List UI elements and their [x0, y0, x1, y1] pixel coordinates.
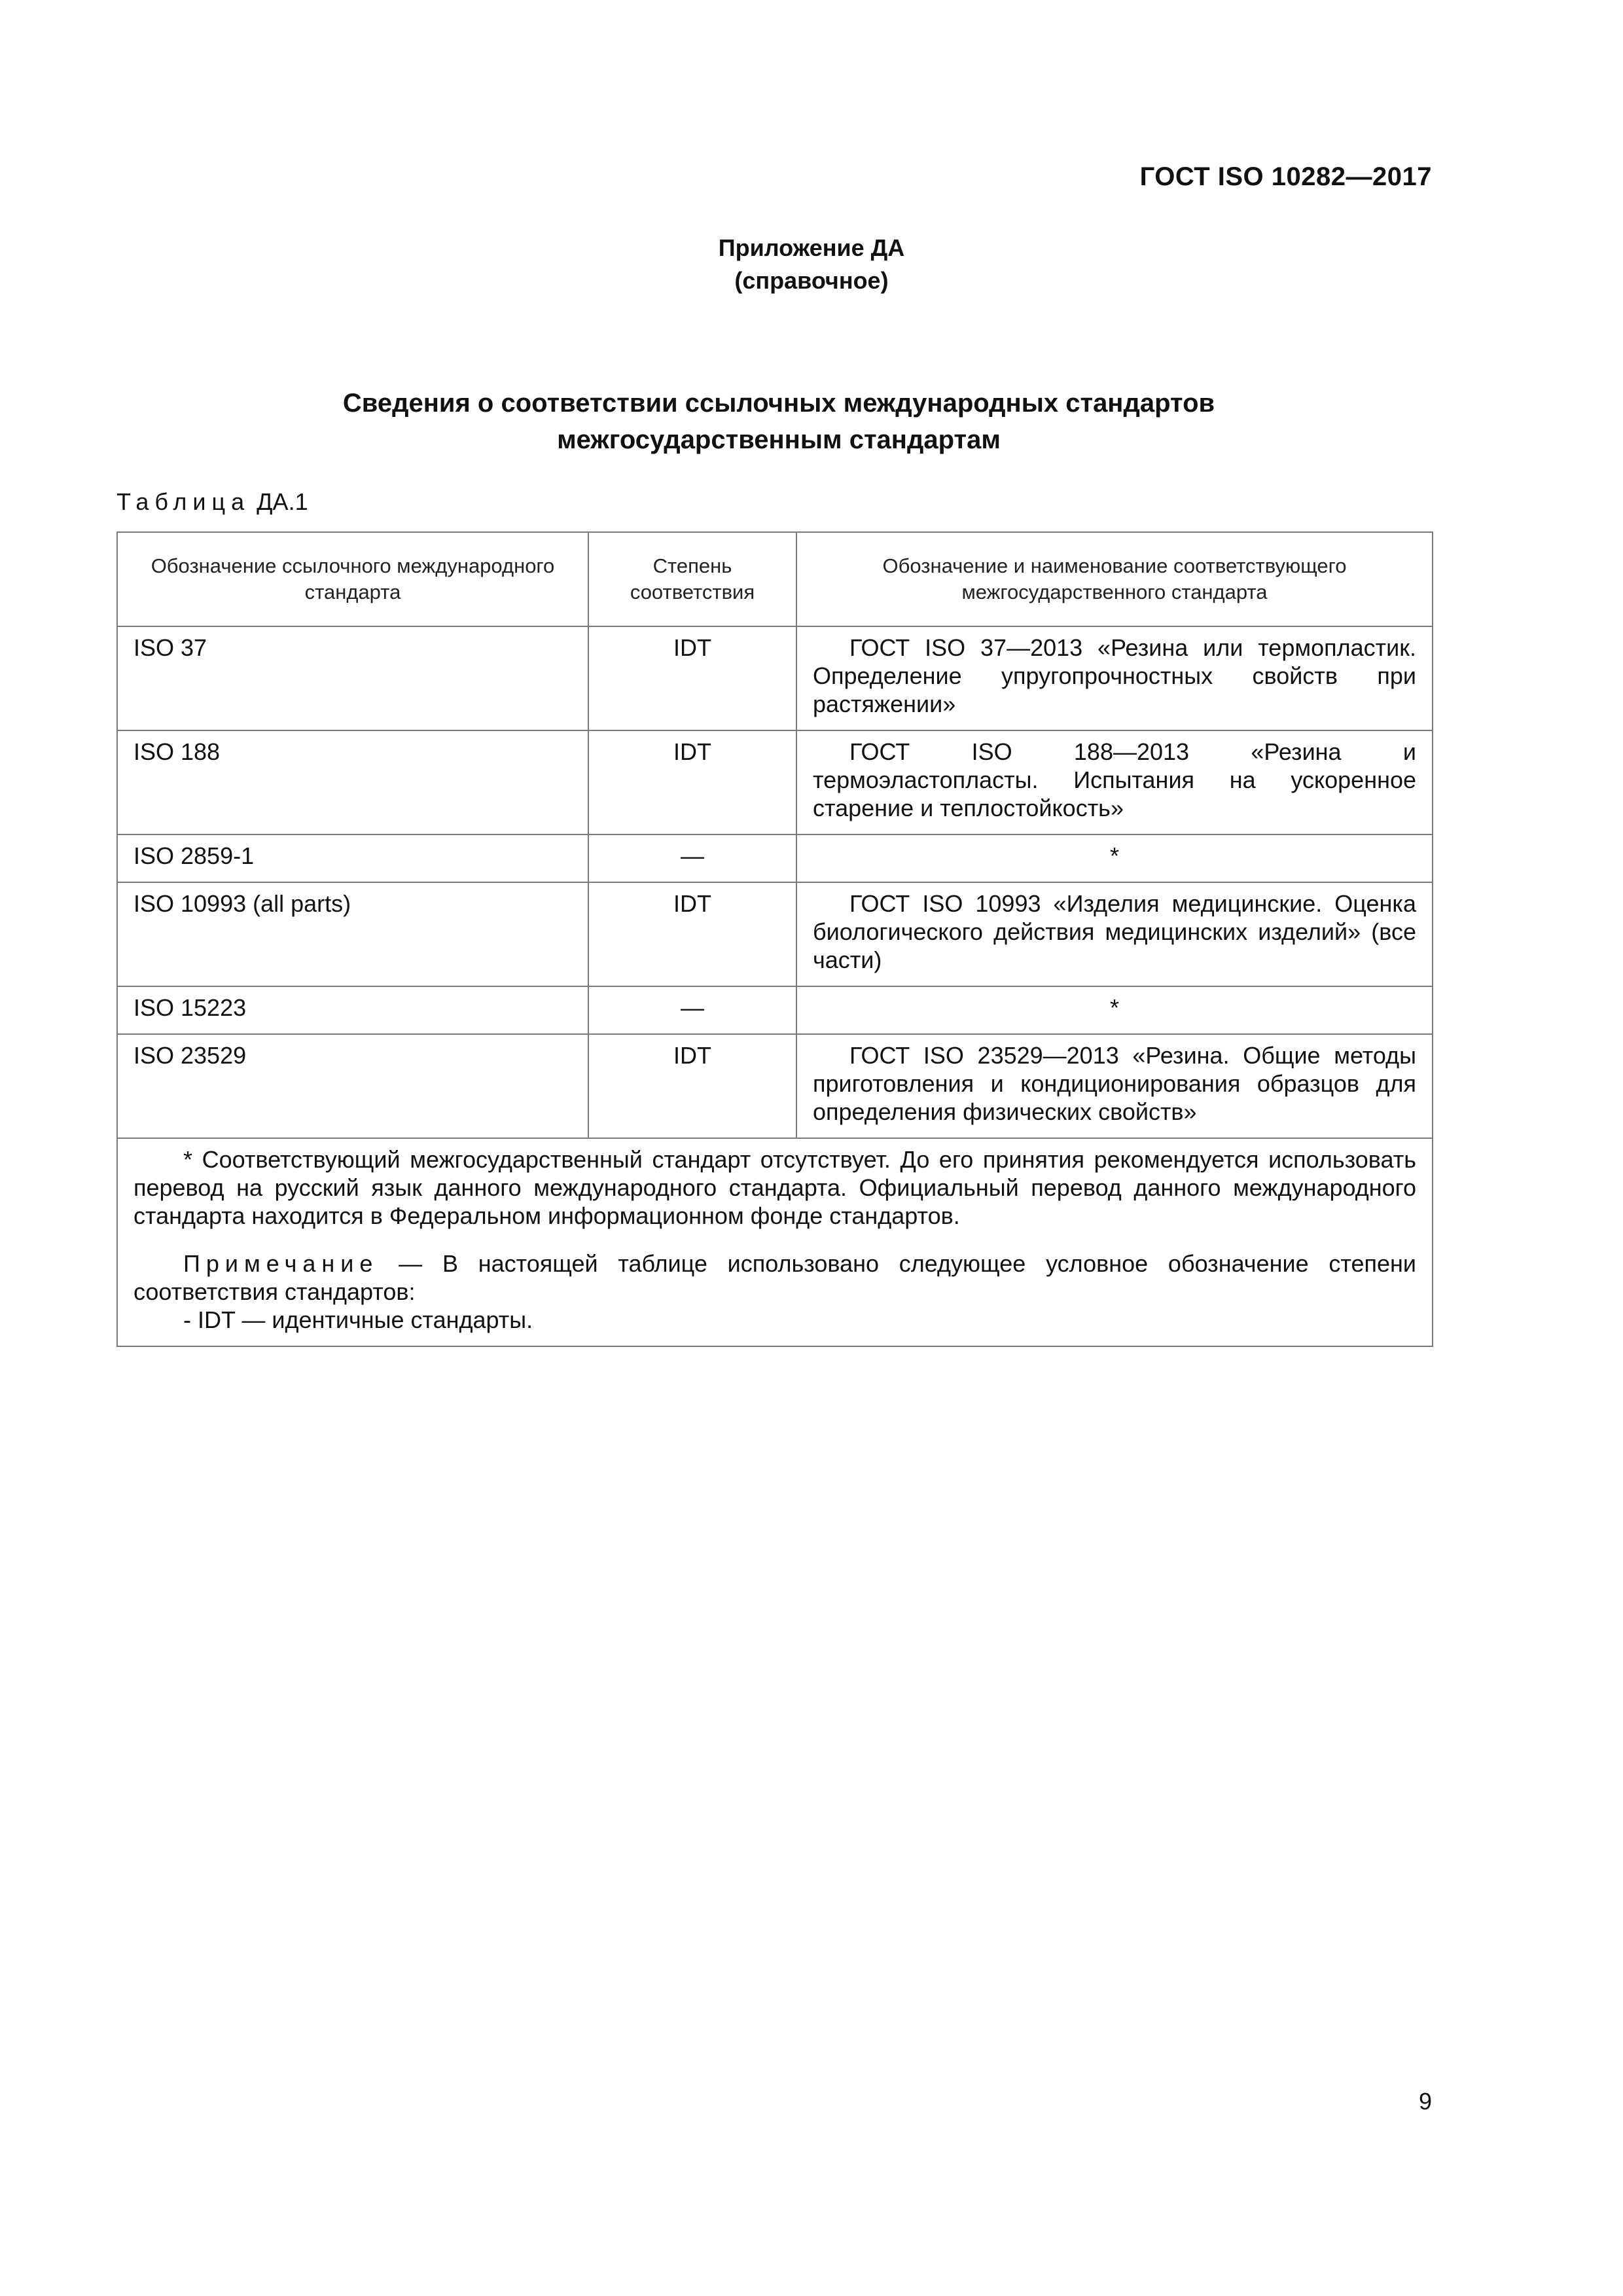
- table-row: [117, 986, 1433, 1034]
- table-caption: [116, 488, 308, 516]
- cell-national: *: [796, 986, 1433, 1034]
- section-title-line-2: межгосударственным стандартам: [557, 425, 1001, 454]
- section-title-line-1: Сведения о соответствии ссылочных международных стандартов: [342, 389, 1215, 418]
- page-number: 9: [1418, 2088, 1432, 2115]
- note-list-item: - IDT — идентичные стандарты.: [183, 1306, 533, 1333]
- cell-intl: ISO 2859-1: [117, 834, 588, 882]
- cell-degree: —: [588, 986, 796, 1034]
- cell-degree: IDT: [588, 1034, 796, 1138]
- table-caption-label: Таблица: [116, 488, 251, 515]
- cell-intl: ISO 37: [117, 626, 588, 730]
- annex-heading: [0, 232, 1623, 297]
- annex-subtitle: (справочное): [734, 267, 889, 294]
- table-footnote: * Соответствующий межгосударственный стандарт отсутствует. До его принятия рекомендуется использовать перевод на русский язык данного международного стандарта. Официальный перевод данного международного стандарта находится в Федеральном информационном фонде стандартов.: [134, 1146, 1416, 1229]
- standards-table: [116, 531, 1433, 1347]
- column-header-degree: Степень соответствия: [588, 532, 796, 626]
- table-note: [134, 1249, 1416, 1306]
- column-header-intl: Обозначение ссылочного международного стандарта: [117, 532, 588, 626]
- document-header: ГОСТ ISO 10282—2017: [1139, 162, 1432, 191]
- cell-intl: ISO 10993 (all parts): [117, 882, 588, 986]
- note-label: Примечание: [183, 1250, 379, 1277]
- section-title: [0, 385, 1558, 458]
- table-row: [117, 834, 1433, 882]
- table-row: [117, 626, 1433, 730]
- cell-degree: IDT: [588, 626, 796, 730]
- table-notes: [117, 1138, 1433, 1346]
- table-notes-row: [117, 1138, 1433, 1346]
- column-header-national: Обозначение и наименование соответствующего межгосударственного стандарта: [796, 532, 1433, 626]
- table-row: [117, 882, 1433, 986]
- annex-title: Приложение ДА: [718, 234, 905, 261]
- cell-national: ГОСТ ISO 188—2013 «Резина и термоэластопласты. Испытания на ускоренное старение и теплостойкость»: [796, 730, 1433, 834]
- cell-national: ГОСТ ISO 23529—2013 «Резина. Общие методы приготовления и кондиционирования образцов для определения физических свойств»: [796, 1034, 1433, 1138]
- cell-intl: ISO 15223: [117, 986, 588, 1034]
- cell-national: ГОСТ ISO 10993 «Изделия медицинские. Оценка биологического действия медицинских изделий» (все части): [796, 882, 1433, 986]
- cell-national: ГОСТ ISO 37—2013 «Резина или термопластик. Определение упругопрочностных свойств при растяжении»: [796, 626, 1433, 730]
- table-row: [117, 1034, 1433, 1138]
- note-text: — В настоящей таблице использовано следующее условное обозначение степени соответствия стандартов:: [134, 1250, 1416, 1305]
- cell-degree: IDT: [588, 882, 796, 986]
- table-caption-id: ДА.1: [257, 488, 308, 515]
- cell-degree: —: [588, 834, 796, 882]
- table-header-row: [117, 532, 1433, 626]
- cell-degree: IDT: [588, 730, 796, 834]
- cell-national: *: [796, 834, 1433, 882]
- table-row: [117, 730, 1433, 834]
- cell-intl: ISO 188: [117, 730, 588, 834]
- cell-intl: ISO 23529: [117, 1034, 588, 1138]
